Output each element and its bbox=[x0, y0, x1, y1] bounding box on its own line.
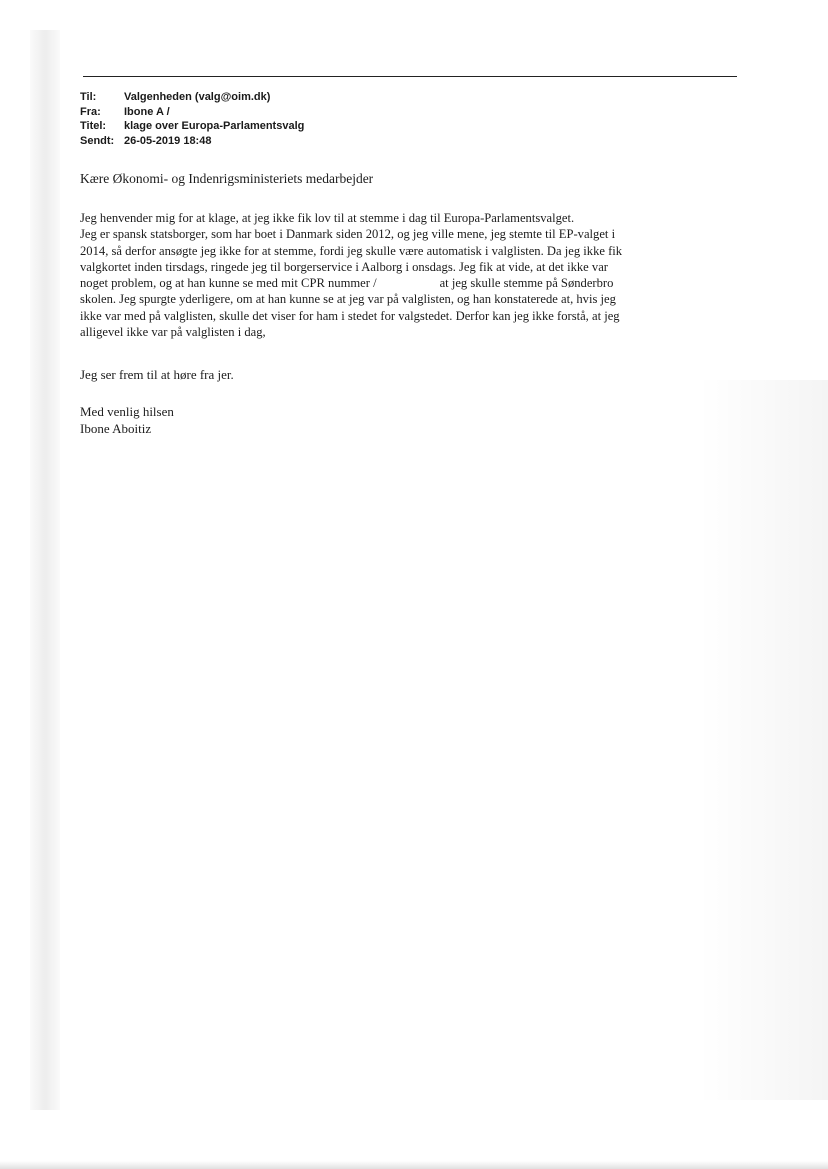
body-line: noget problem, og at han kunne se med mit CPR nummer / at jeg skulle stemme på Sønderbro bbox=[80, 276, 614, 291]
from-label: Fra: bbox=[80, 105, 101, 118]
header-divider bbox=[83, 76, 737, 77]
scan-shadow-left bbox=[30, 30, 60, 1110]
sent-row bbox=[80, 134, 480, 149]
subject-label: Titel: bbox=[80, 120, 107, 132]
greeting: Kære Økonomi- og Indenrigsministeriets medarbejder bbox=[80, 171, 374, 186]
from-value: Ibone A / bbox=[124, 105, 170, 118]
subject-value: klage over Europa-Parlamentsvalg bbox=[124, 120, 305, 132]
to-row bbox=[80, 90, 480, 105]
signature-block bbox=[80, 403, 174, 437]
scan-shadow-right bbox=[698, 380, 828, 1100]
body-line: 2014, så derfor ansøgte jeg ikke for at stemme, fordi jeg skulle være automatisk i valglisten. Da jeg ikke fik bbox=[80, 243, 623, 258]
email-header bbox=[80, 90, 480, 148]
body-line: valgkortet inden tirsdags, ringede jeg til borgerservice i Aalborg i onsdags. Jeg fik at vide, at det ikke var bbox=[80, 259, 608, 274]
to-value: Valgenheden (valg@oim.dk) bbox=[124, 91, 271, 103]
closing-line: Jeg ser frem til at høre fra jer. bbox=[80, 367, 234, 382]
subject-row bbox=[80, 119, 480, 134]
sent-label: Sendt: bbox=[80, 134, 115, 147]
body-line: alligevel ikke var på valglisten i dag, bbox=[80, 325, 266, 340]
sign-off: Med venlig hilsen bbox=[80, 404, 174, 419]
letter-body bbox=[80, 210, 745, 340]
body-line: skolen. Jeg spurgte yderligere, om at han kunne se at jeg var på valglisten, og han konstaterede at, hvis jeg bbox=[80, 292, 616, 307]
body-line: Jeg er spansk statsborger, som har boet i Danmark siden 2012, og jeg ville mene, jeg stemte til EP-valget i bbox=[80, 227, 616, 242]
scan-shadow-bottom bbox=[0, 1161, 828, 1169]
sent-value: 26-05-2019 18:48 bbox=[124, 134, 212, 147]
from-row bbox=[80, 105, 480, 120]
to-label: Til: bbox=[80, 91, 97, 103]
body-line: ikke var med på valglisten, skulle det viser for ham i stedet for valgstedet. Derfor kan jeg ikke forstå, at jeg bbox=[80, 308, 620, 323]
signature-name: Ibone Aboitiz bbox=[80, 421, 152, 436]
body-line: Jeg henvender mig for at klage, at jeg ikke fik lov til at stemme i dag til Europa-Parlamentsvalget. bbox=[80, 211, 575, 225]
